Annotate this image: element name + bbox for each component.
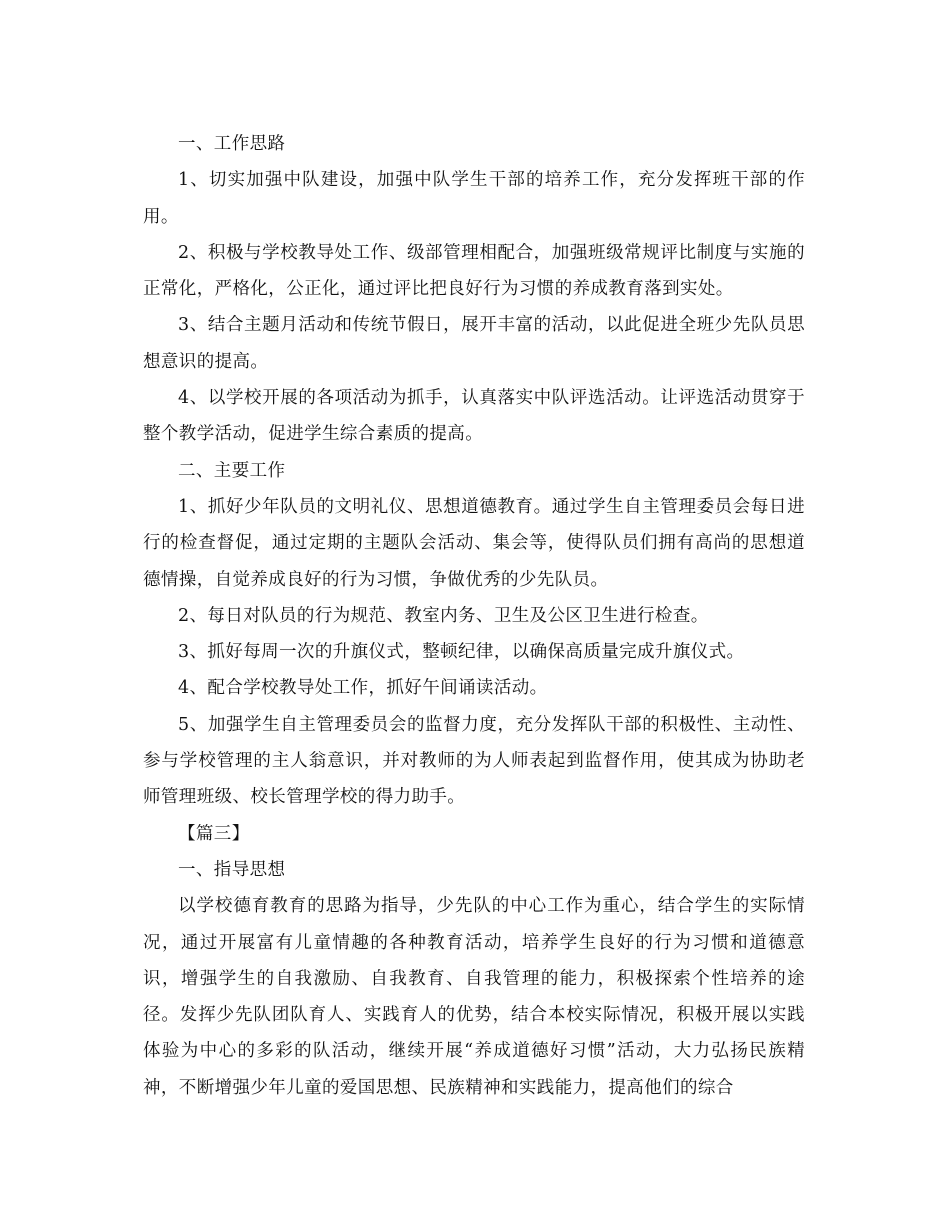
paragraph-approach-1: 1、切实加强中队建设，加强中队学生干部的培养工作，充分发挥班干部的作用。	[143, 170, 805, 227]
paragraph-approach-4: 4、以学校开展的各项活动为抓手，认真落实中队评选活动。让评选活动贯穿于整个教学活动，促进学生综合素质的提高。	[143, 388, 805, 445]
paragraph-main-work-3: 3、抓好每周一次的升旗仪式，整顿纪律，以确保高质量完成升旗仪式。	[178, 642, 745, 663]
section-heading-main-work: 二、主要工作	[178, 460, 286, 481]
section-heading-guiding-ideology: 一、指导思想	[178, 859, 286, 880]
paragraph-approach-2: 2、积极与学校教导处工作、级部管理相配合，加强班级常规评比制度与实施的正常化，严格化，公正化，通过评比把良好行为习惯的养成教育落到实处。	[143, 242, 805, 300]
paragraph-approach-3: 3、结合主题月活动和传统节假日，展开丰富的活动，以此促进全班少先队员思想意识的提高。	[143, 315, 805, 372]
paragraph-main-work-4: 4、配合学校教导处工作，抓好午间诵读活动。	[178, 678, 548, 699]
document-body	[143, 126, 805, 1106]
paragraph-main-work-5: 5、加强学生自主管理委员会的监督力度，充分发挥队干部的积极性、主动性、参与学校管理的主人翁意识，并对教师的为人师表起到监督作用，使其成为协助老师管理班级、校长管理学校的得力助手。	[143, 714, 805, 808]
section-heading-work-approach: 一、工作思路	[178, 134, 286, 154]
paragraph-main-work-2: 2、每日对队员的行为规范、教室内务、卫生及公区卫生进行检查。	[178, 605, 709, 626]
paragraph-main-work-1: 1、抓好少年队员的文明礼仪、思想道德教育。通过学生自主管理委员会每日进行的检查督促，通过定期的主题队会活动、集会等，使得队员们拥有高尚的思想道德情操，自觉养成良好的行为习惯，争做优秀的少先队员。	[143, 496, 805, 590]
paragraph-guiding-ideology: 以学校德育教育的思路为指导，少先队的中心工作为重心，结合学生的实际情况，通过开展富有儿童情趣的各种教育活动，培养学生良好的行为习惯和道德意识，增强学生的自我激励、自我教育、自我管理的能力，积极探索个性培养的途径。发挥少先队团队育人、实践育人的优势，结合本校实际情况，积极开展以实践体验为中心的多彩的队活动，继续开展“养成道德好习惯”活动，大力弘扬民族精神，不断增强少年儿童的爱国思想、民族精神和实践能力，提高他们的综合	[143, 896, 805, 1098]
chapter-heading-part-three: 【篇三】	[178, 823, 250, 844]
